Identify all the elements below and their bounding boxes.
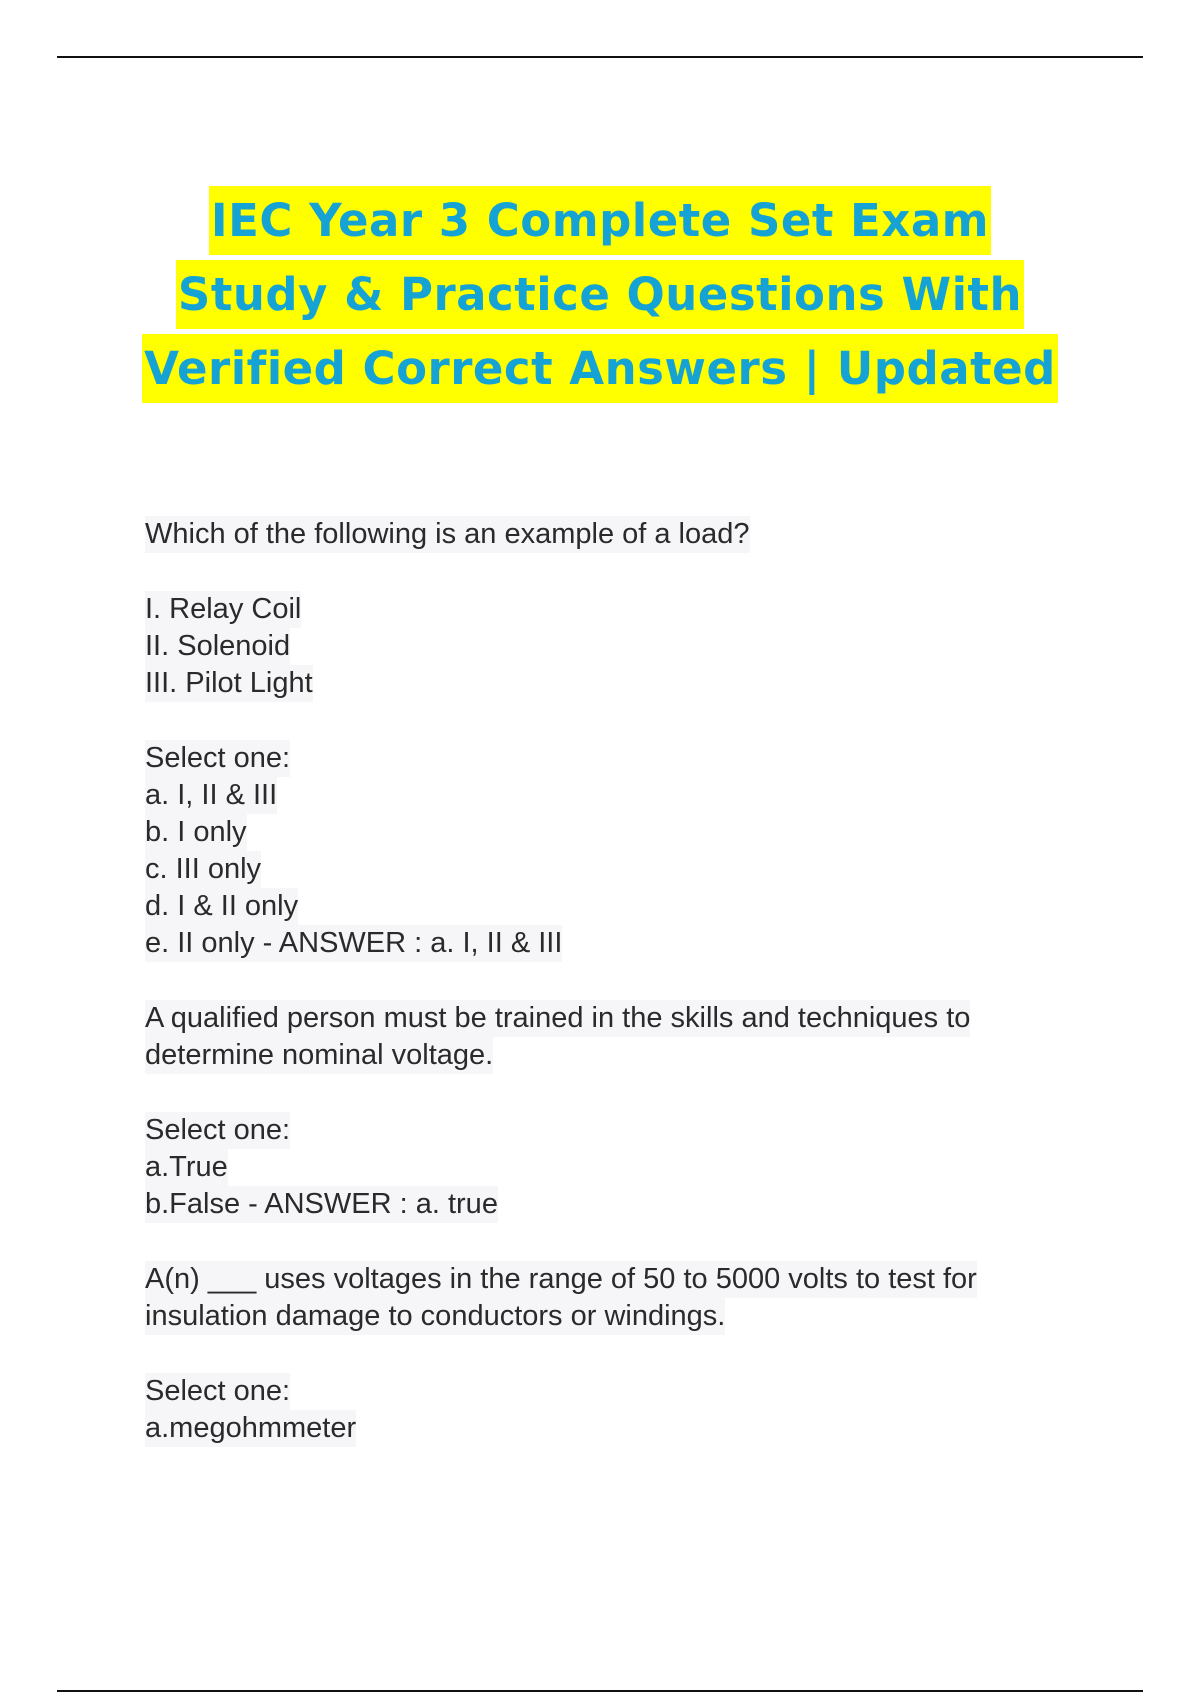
select-one-label: Select one:: [145, 740, 290, 777]
question-stem: determine nominal voltage.: [145, 1037, 493, 1074]
footer-rule: [57, 1690, 1143, 1692]
question-3: [145, 1261, 1105, 1447]
select-one-label: Select one:: [145, 1112, 290, 1149]
title-line: Verified Correct Answers | Updated: [142, 334, 1058, 403]
answer-option: b.False - ANSWER : a. true: [145, 1186, 498, 1223]
question-stem: A(n) ___ uses voltages in the range of 50 to 5000 volts to test for: [145, 1261, 977, 1298]
list-item: I. Relay Coil: [145, 591, 301, 628]
document-title: [0, 186, 1200, 408]
question-2: [145, 1000, 1105, 1223]
answer-option: a.True: [145, 1149, 228, 1186]
select-one-label: Select one:: [145, 1373, 290, 1410]
answer-option: c. III only: [145, 851, 261, 888]
answer-option: d. I & II only: [145, 888, 298, 925]
question-stem: Which of the following is an example of a load?: [145, 516, 750, 553]
answer-option: a.megohmmeter: [145, 1410, 356, 1447]
list-item: III. Pilot Light: [145, 665, 313, 702]
list-item: II. Solenoid: [145, 628, 290, 665]
questions-body: [145, 516, 1105, 1469]
answer-option: e. II only - ANSWER : a. I, II & III: [145, 925, 562, 962]
answer-option: b. I only: [145, 814, 247, 851]
answer-option: a. I, II & III: [145, 777, 277, 814]
title-line: Study & Practice Questions With: [176, 260, 1024, 329]
question-stem: A qualified person must be trained in the skills and techniques to: [145, 1000, 970, 1037]
title-line: IEC Year 3 Complete Set Exam: [209, 186, 991, 255]
question-stem: insulation damage to conductors or windings.: [145, 1298, 725, 1335]
header-rule: [57, 56, 1143, 58]
question-1: [145, 516, 1105, 962]
